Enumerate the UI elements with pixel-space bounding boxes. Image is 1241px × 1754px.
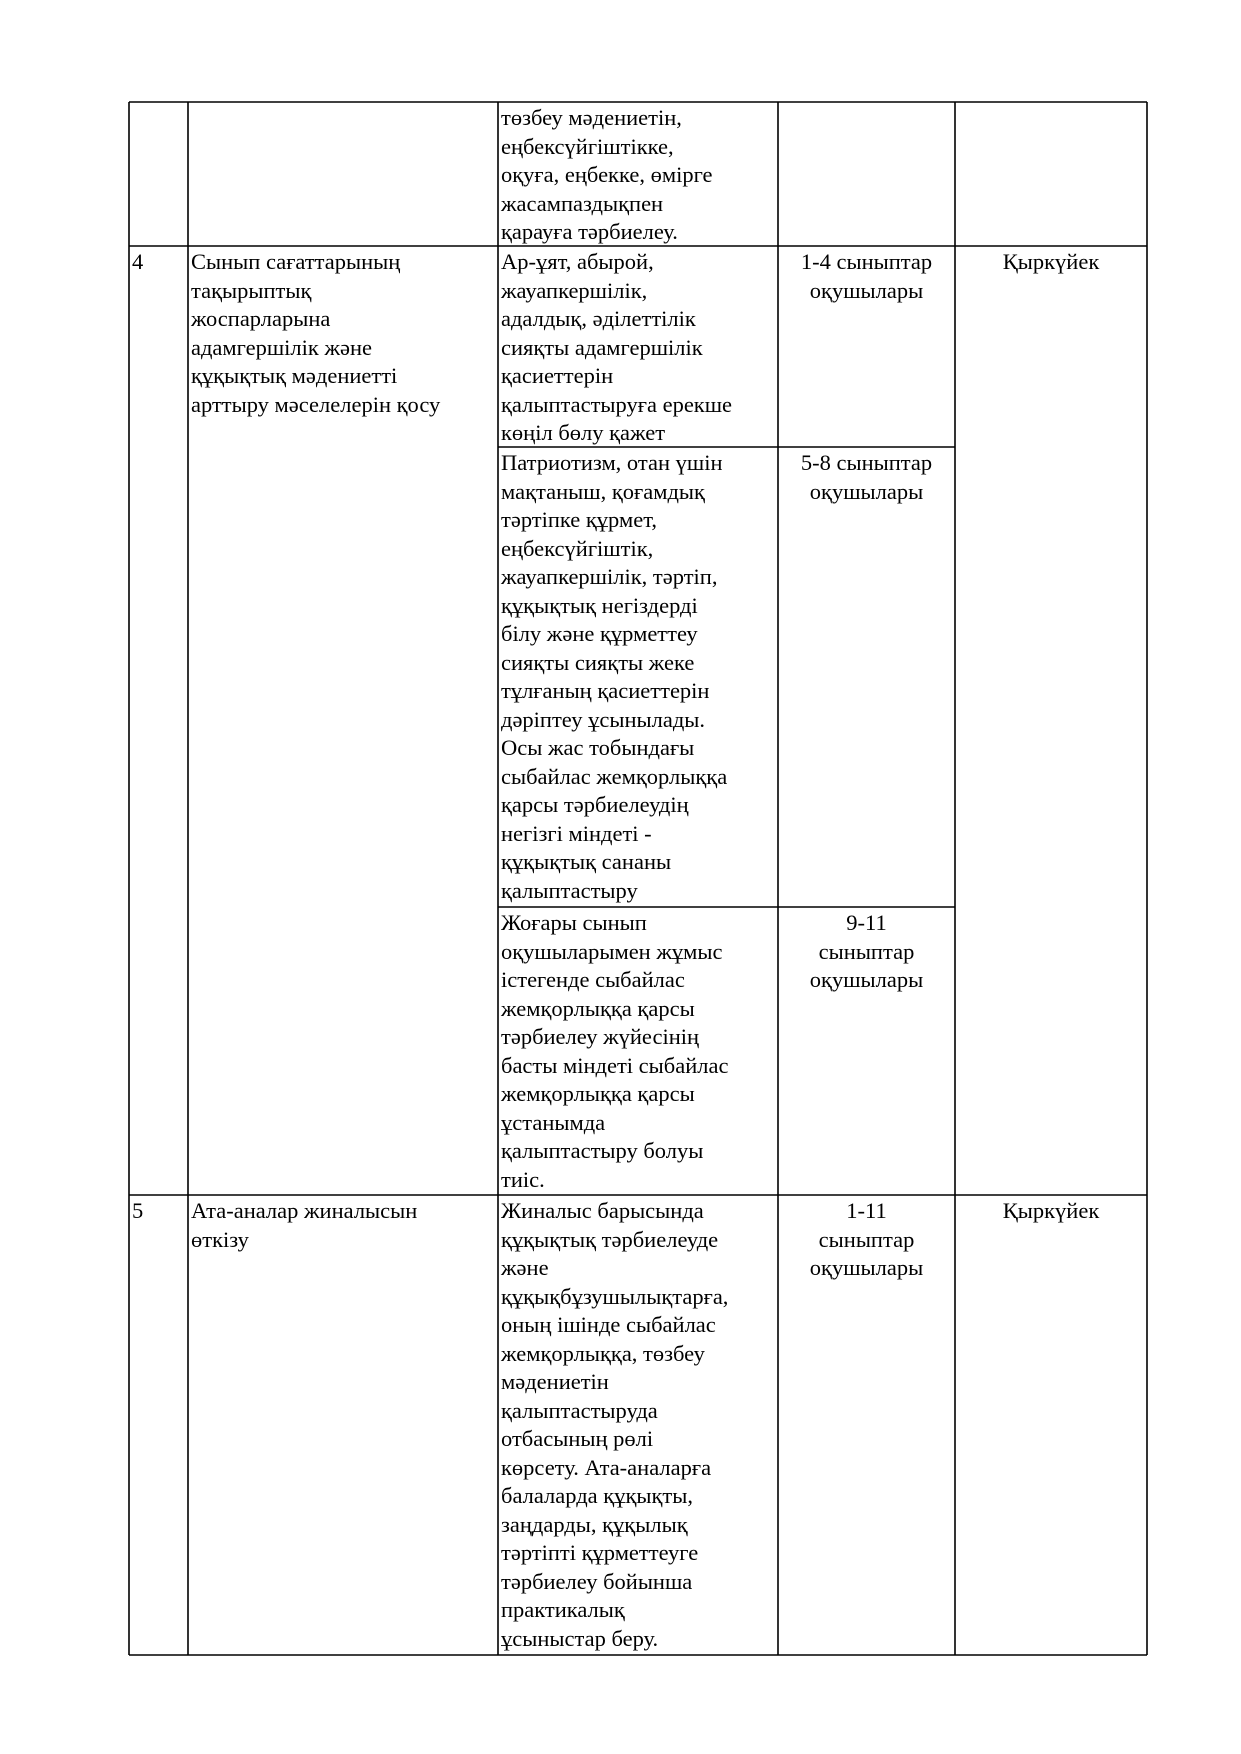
table-row-1-event: Сынып сағаттарының тақырыптық жоспарларына адамгершілік және құқықтық мәдениетті арттыру мәселелерін қосу	[191, 249, 441, 417]
table-row-2-event: Ата-аналар жиналысын өткізу	[191, 1198, 418, 1252]
table-row-1-number: 4	[132, 249, 144, 274]
table-row-2-number: 5	[132, 1198, 144, 1223]
table-row-1-audience-2: 5-8 сыныптар оқушылары	[800, 450, 933, 504]
table-row-1-period: Қыркүйек	[1002, 249, 1100, 274]
table-row-1-audience-1: 1-4 сыныптар оқушылары	[800, 249, 933, 303]
table-row-1-content-2: Патриотизм, отан үшін мақтаныш, қоғамдық тәртіпке құрмет, еңбексүйгіштік, жауапкершілік, тәртіп, құқықтық негіздерді білу және құрметтеу сияқты сияқты жеке тұлғаның қасиеттерін дәріптеу ұсынылады. Осы жас тобындағы сыбайлас жемқорлыққа қарсы тәрбиелеудің негізгі міндеті - құқықтық сананы қалыптастыру	[501, 450, 728, 903]
table-row-2-period: Қыркүйек	[1002, 1198, 1100, 1223]
table-row-0-content: төзбеу мәдениетін, еңбексүйгіштікке, оқуға, еңбекке, өмірге жасампаздықпен қарауға тәрбиелеу.	[501, 105, 713, 244]
table-row-2-audience: 1-11 сыныптар оқушылары	[809, 1198, 924, 1280]
table-row-1-content-3: Жоғары сынып оқушыларымен жұмыс істегенде сыбайлас жемқорлыққа қарсы тәрбиелеу жүйесінің басты міндеті сыбайлас жемқорлыққа қарсы ұстанымда қалыптастыру болуы тиіс.	[501, 910, 729, 1192]
table-row-1-audience-3: 9-11 сыныптар оқушылары	[809, 910, 924, 992]
table-row-2-content: Жиналыс барысында құқықтық тәрбиелеуде және құқықбұзушылықтарға, оның ішінде сыбайлас жемқорлыққа, төзбеу мәдениетін қалыптастыруда отбасының рөлі көрсету. Ата-аналарға балаларда құқықты, заңдарды, құқылық тәртіпті құрметтеуге тәрбиелеу бойынша практикалық ұсыныстар беру.	[501, 1198, 729, 1651]
table-row-1-content-1: Ар-ұят, абырой, жауапкершілік, адалдық, әділеттілік сияқты адамгершілік қасиеттерін қалыптастыруға ерекше көңіл бөлу қажет	[501, 249, 733, 445]
